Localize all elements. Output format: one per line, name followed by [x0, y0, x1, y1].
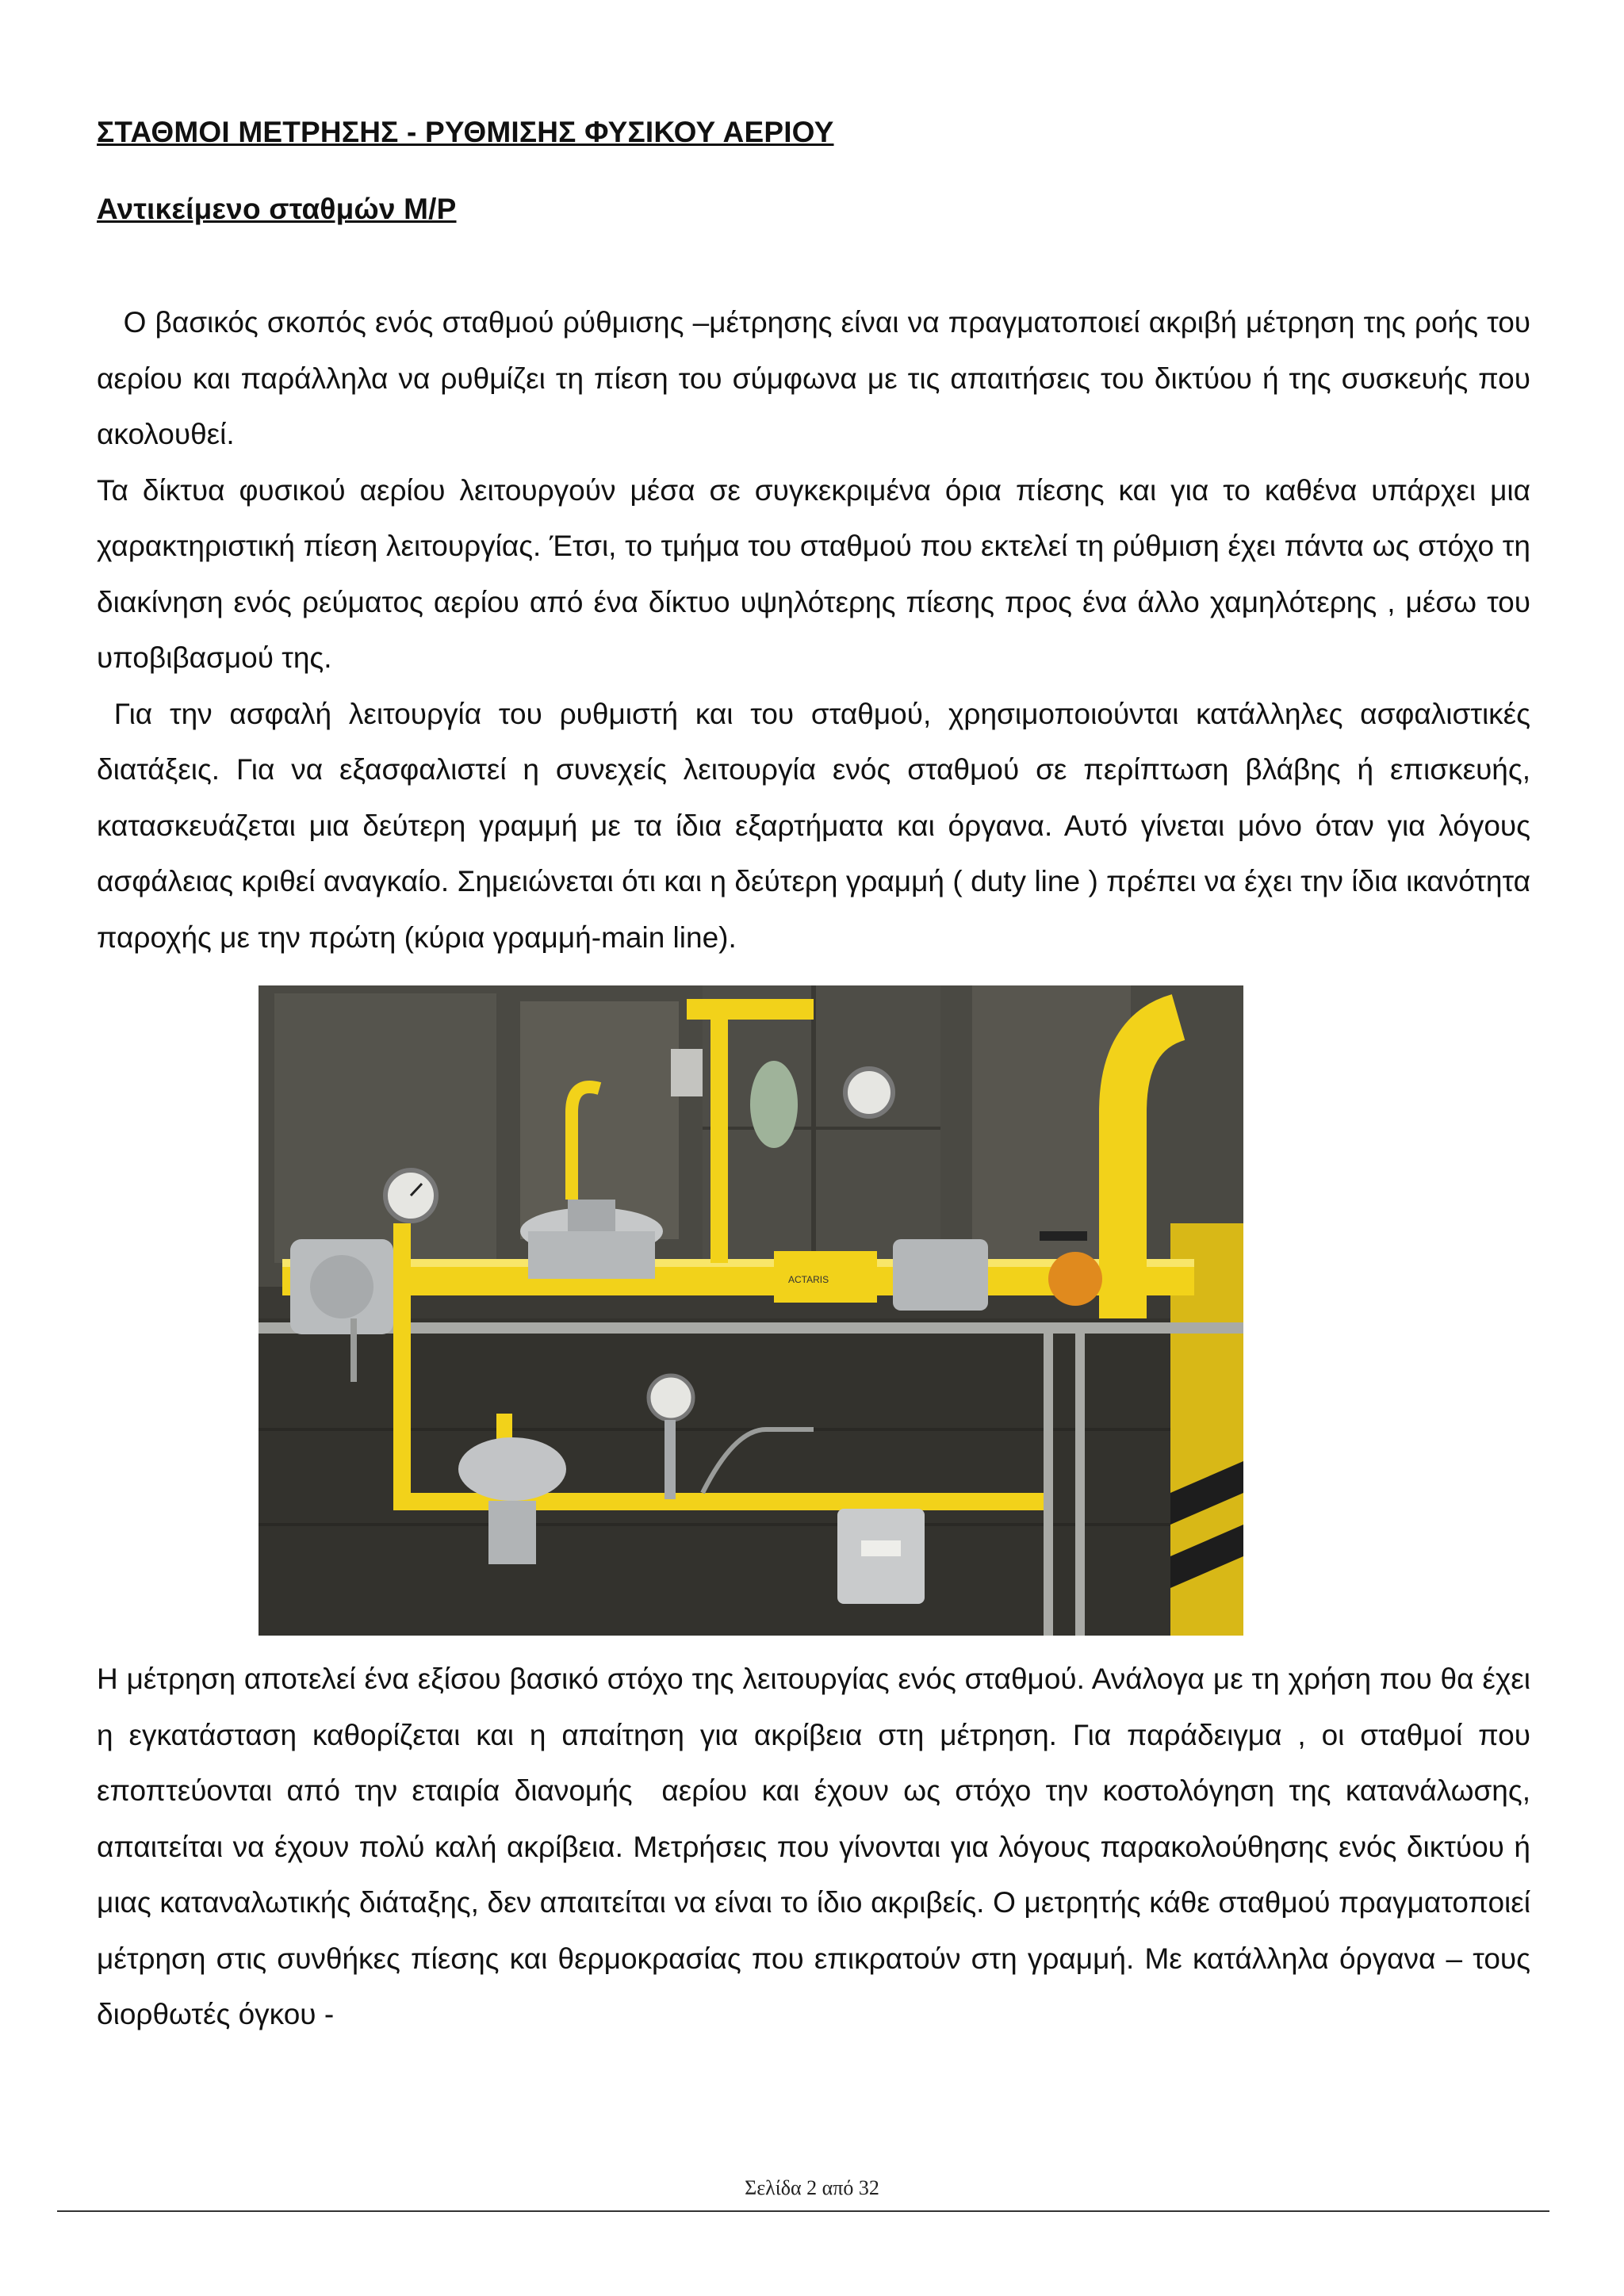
page-number: Σελίδα 2 από 32	[745, 2176, 879, 2199]
footer-divider	[57, 2210, 1549, 2212]
svg-text:ACTARIS: ACTARIS	[788, 1274, 829, 1285]
intro-text	[97, 295, 1539, 966]
section-heading: Αντικείμενο σταθμών Μ/Ρ	[97, 193, 457, 225]
gas-station-photo	[259, 985, 1243, 1636]
paragraph: Για την ασφαλή λειτουργία του ρυθμιστή και του σταθμού, χρησιμοποιούνται κατάλληλες ασφαλιστικές διατάξεις. Για να εξασφαλιστεί η συνεχείς λειτουργία ενός σταθμού σε περίπτωση βλάβης ή επισκευής, κατασκευάζεται μια δεύτερη γραμμή με τα ίδια εξαρτήματα και όργανα. Αυτό γίνεται μόνο όταν για λόγους ασφάλειας κριθεί αναγκαίο. Σημειώνεται ότι και η δεύτερη γραμμή ( duty line ) πρέπει να έχει την ίδια ικανότητα παροχής με την πρώτη (κύρια γραμμή-main line).	[97, 697, 1539, 954]
paragraph: Η μέτρηση αποτελεί ένα εξίσου βασικό στόχο της λειτουργίας ενός σταθμού. Ανάλογα με τη χρήση που θα έχει η εγκατάσταση καθορίζεται και η απαίτηση για ακρίβεια στη μέτρηση. Για παράδειγμα , οι σταθμοί που εποπτεύονται από την εταιρία διανομής αερίου και έχουν ως στόχο την κοστολόγηση της κατανάλωσης, απαιτείται να έχουν πολύ καλή ακρίβεια. Μετρήσεις που γίνονται για λόγους παρακολούθησης ενός δικτύου ή μιας καταναλωτικής διάταξης, δεν απαιτείται να είναι το ίδιο ακριβείς. Ο μετρητής κάθε σταθμού πραγματοποιεί μέτρηση στις συνθήκες πίεσης και θερμοκρασίας που επικρατούν στη γραμμή. Με κατάλληλα όργανα – τους διορθωτές όγκου -	[97, 1663, 1539, 2030]
measurement-text	[97, 1651, 1539, 2043]
paragraph: Τα δίκτυα φυσικού αερίου λειτουργούν μέσα σε συγκεκριμένα όρια πίεσης και για το καθένα υπάρχει μια χαρακτηριστική πίεση λειτουργίας. Έτσι, το τμήμα του σταθμού που εκτελεί τη ρύθμιση έχει πάντα ως στόχο τη διακίνηση ενός ρεύματος αερίου από ένα δίκτυο υψηλότερης πίεσης προς ένα άλλο χαμηλότερης , μέσω του υποβιβασμού της.	[97, 473, 1530, 674]
page-title: ΣΤΑΘΜΟΙ ΜΕΤΡΗΣΗΣ - ΡΥΘΜΙΣΗΣ ΦΥΣΙΚΟΥ ΑΕΡΙΟΥ	[97, 116, 834, 148]
paragraph: Ο βασικός σκοπός ενός σταθμού ρύθμισης –μέτρησης είναι να πραγματοποιεί ακριβή μέτρηση της ροής του αερίου και παράλληλα να ρυθμίζει τη πίεση του σύμφωνα με τις απαιτήσεις του δικτύου ή της συσκευής που ακολουθεί.	[97, 306, 1539, 450]
